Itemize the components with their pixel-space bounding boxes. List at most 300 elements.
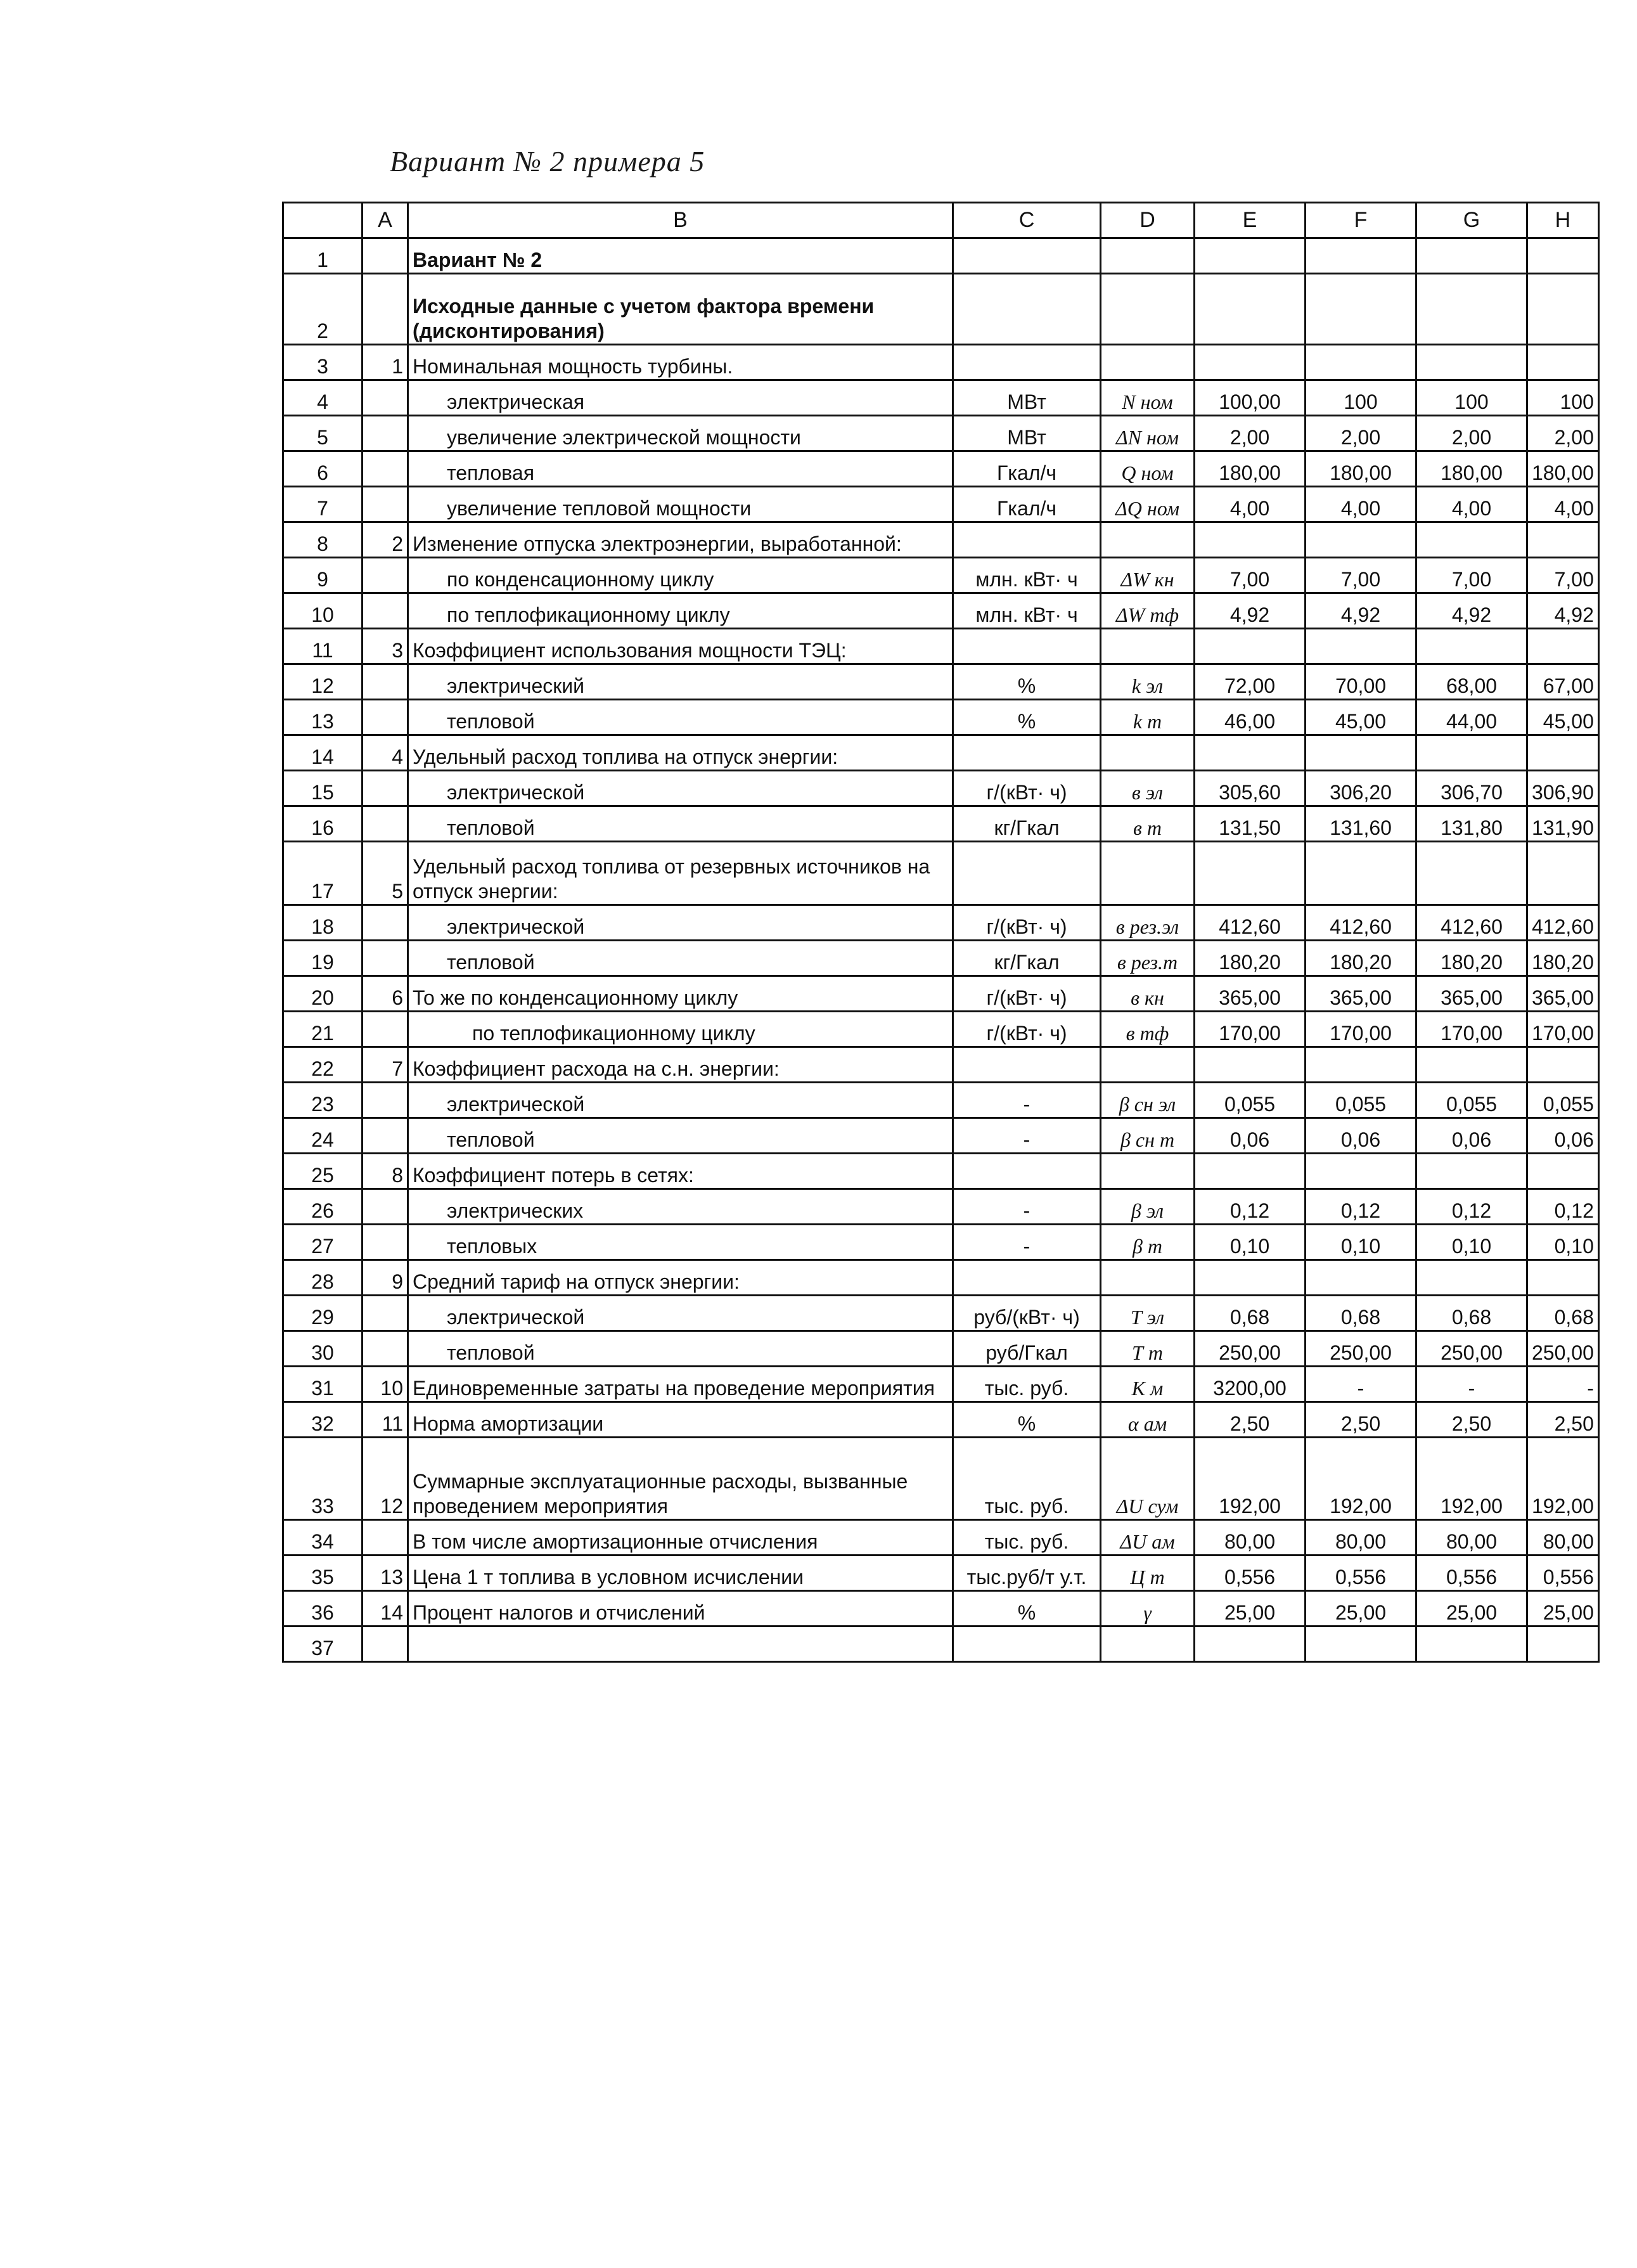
cell-c-unit[interactable]: МВт bbox=[953, 416, 1101, 451]
row-number-cell[interactable]: 15 bbox=[283, 771, 363, 806]
cell-g-value[interactable]: 0,12 bbox=[1416, 1189, 1527, 1225]
cell-d-symbol[interactable]: в т bbox=[1101, 806, 1195, 842]
cell-f-value[interactable]: 25,00 bbox=[1306, 1591, 1416, 1627]
cell-d-symbol[interactable]: β эл bbox=[1101, 1189, 1195, 1225]
cell-g-value[interactable]: - bbox=[1416, 1367, 1527, 1402]
cell-g-value[interactable] bbox=[1416, 629, 1527, 664]
cell-e-value[interactable]: 46,00 bbox=[1195, 700, 1306, 735]
cell-e-value[interactable] bbox=[1195, 1260, 1306, 1296]
cell-h-value[interactable] bbox=[1527, 1047, 1599, 1083]
cell-f-value[interactable]: 0,10 bbox=[1306, 1225, 1416, 1260]
cell-e-value[interactable]: 180,00 bbox=[1195, 451, 1306, 487]
cell-b-description[interactable]: Коэффициент расхода на с.н. энергии: bbox=[408, 1047, 953, 1083]
cell-e-value[interactable]: 0,06 bbox=[1195, 1118, 1306, 1154]
cell-h-value[interactable] bbox=[1527, 629, 1599, 664]
cell-h-value[interactable] bbox=[1527, 274, 1599, 345]
cell-c-unit[interactable] bbox=[953, 1260, 1101, 1296]
cell-g-value[interactable] bbox=[1416, 238, 1527, 274]
cell-c-unit[interactable]: тыс. руб. bbox=[953, 1367, 1101, 1402]
cell-h-value[interactable]: 2,50 bbox=[1527, 1402, 1599, 1438]
cell-c-unit[interactable] bbox=[953, 1627, 1101, 1662]
cell-c-unit[interactable]: - bbox=[953, 1118, 1101, 1154]
cell-b-description[interactable]: Средний тариф на отпуск энергии: bbox=[408, 1260, 953, 1296]
cell-e-value[interactable] bbox=[1195, 345, 1306, 380]
cell-d-symbol[interactable]: γ bbox=[1101, 1591, 1195, 1627]
cell-e-value[interactable]: 0,556 bbox=[1195, 1556, 1306, 1591]
cell-b-description[interactable]: по теплофикационному циклу bbox=[408, 593, 953, 629]
cell-a-item-number[interactable] bbox=[363, 664, 408, 700]
cell-d-symbol[interactable]: Q ном bbox=[1101, 451, 1195, 487]
cell-d-symbol[interactable] bbox=[1101, 1154, 1195, 1189]
cell-f-value[interactable] bbox=[1306, 345, 1416, 380]
cell-f-value[interactable] bbox=[1306, 274, 1416, 345]
row-number-cell[interactable]: 27 bbox=[283, 1225, 363, 1260]
cell-g-value[interactable]: 180,20 bbox=[1416, 941, 1527, 976]
cell-d-symbol[interactable]: β сн т bbox=[1101, 1118, 1195, 1154]
cell-e-value[interactable]: 250,00 bbox=[1195, 1331, 1306, 1367]
cell-c-unit[interactable]: млн. кВт· ч bbox=[953, 558, 1101, 593]
cell-f-value[interactable]: 2,00 bbox=[1306, 416, 1416, 451]
cell-g-value[interactable]: 192,00 bbox=[1416, 1438, 1527, 1520]
cell-a-item-number[interactable] bbox=[363, 1189, 408, 1225]
cell-a-item-number[interactable] bbox=[363, 1331, 408, 1367]
cell-a-item-number[interactable]: 6 bbox=[363, 976, 408, 1012]
cell-d-symbol[interactable] bbox=[1101, 238, 1195, 274]
cell-h-value[interactable]: 180,00 bbox=[1527, 451, 1599, 487]
column-header-f[interactable]: F bbox=[1306, 203, 1416, 238]
cell-d-symbol[interactable] bbox=[1101, 274, 1195, 345]
cell-g-value[interactable] bbox=[1416, 735, 1527, 771]
cell-f-value[interactable] bbox=[1306, 1627, 1416, 1662]
cell-c-unit[interactable]: Гкал/ч bbox=[953, 487, 1101, 522]
cell-f-value[interactable]: 0,06 bbox=[1306, 1118, 1416, 1154]
cell-f-value[interactable]: 4,92 bbox=[1306, 593, 1416, 629]
cell-a-item-number[interactable] bbox=[363, 558, 408, 593]
row-number-cell[interactable]: 36 bbox=[283, 1591, 363, 1627]
cell-a-item-number[interactable]: 14 bbox=[363, 1591, 408, 1627]
cell-b-description[interactable]: Коэффициент потерь в сетях: bbox=[408, 1154, 953, 1189]
cell-a-item-number[interactable]: 13 bbox=[363, 1556, 408, 1591]
corner-cell[interactable] bbox=[283, 203, 363, 238]
cell-h-value[interactable]: 0,055 bbox=[1527, 1083, 1599, 1118]
cell-a-item-number[interactable]: 2 bbox=[363, 522, 408, 558]
cell-a-item-number[interactable] bbox=[363, 1296, 408, 1331]
cell-f-value[interactable]: 0,12 bbox=[1306, 1189, 1416, 1225]
cell-g-value[interactable] bbox=[1416, 842, 1527, 905]
cell-f-value[interactable]: 412,60 bbox=[1306, 905, 1416, 941]
cell-d-symbol[interactable] bbox=[1101, 522, 1195, 558]
cell-f-value[interactable]: 0,055 bbox=[1306, 1083, 1416, 1118]
cell-b-description[interactable]: Процент налогов и отчислений bbox=[408, 1591, 953, 1627]
column-header-d[interactable]: D bbox=[1101, 203, 1195, 238]
cell-e-value[interactable]: 72,00 bbox=[1195, 664, 1306, 700]
cell-h-value[interactable] bbox=[1527, 1627, 1599, 1662]
row-number-cell[interactable]: 23 bbox=[283, 1083, 363, 1118]
cell-h-value[interactable]: 250,00 bbox=[1527, 1331, 1599, 1367]
cell-d-symbol[interactable]: ΔU сум bbox=[1101, 1438, 1195, 1520]
cell-h-value[interactable]: 7,00 bbox=[1527, 558, 1599, 593]
cell-a-item-number[interactable] bbox=[363, 380, 408, 416]
cell-d-symbol[interactable]: К м bbox=[1101, 1367, 1195, 1402]
row-number-cell[interactable]: 3 bbox=[283, 345, 363, 380]
cell-b-description[interactable]: электрической bbox=[408, 1296, 953, 1331]
cell-a-item-number[interactable] bbox=[363, 1627, 408, 1662]
cell-a-item-number[interactable] bbox=[363, 1520, 408, 1556]
cell-a-item-number[interactable] bbox=[363, 593, 408, 629]
row-number-cell[interactable]: 9 bbox=[283, 558, 363, 593]
cell-a-item-number[interactable]: 10 bbox=[363, 1367, 408, 1402]
cell-b-description[interactable]: Удельный расход топлива от резервных источников на отпуск энергии: bbox=[408, 842, 953, 905]
cell-g-value[interactable]: 0,06 bbox=[1416, 1118, 1527, 1154]
cell-e-value[interactable]: 0,10 bbox=[1195, 1225, 1306, 1260]
cell-e-value[interactable]: 2,00 bbox=[1195, 416, 1306, 451]
cell-h-value[interactable]: 0,06 bbox=[1527, 1118, 1599, 1154]
cell-e-value[interactable]: 3200,00 bbox=[1195, 1367, 1306, 1402]
cell-g-value[interactable]: 2,50 bbox=[1416, 1402, 1527, 1438]
row-number-cell[interactable]: 21 bbox=[283, 1012, 363, 1047]
cell-a-item-number[interactable] bbox=[363, 238, 408, 274]
cell-g-value[interactable] bbox=[1416, 1260, 1527, 1296]
cell-g-value[interactable]: 365,00 bbox=[1416, 976, 1527, 1012]
cell-b-description[interactable]: Удельный расход топлива на отпуск энергии: bbox=[408, 735, 953, 771]
row-number-cell[interactable]: 5 bbox=[283, 416, 363, 451]
column-header-b[interactable]: B bbox=[408, 203, 953, 238]
cell-e-value[interactable]: 2,50 bbox=[1195, 1402, 1306, 1438]
cell-f-value[interactable] bbox=[1306, 238, 1416, 274]
row-number-cell[interactable]: 8 bbox=[283, 522, 363, 558]
cell-c-unit[interactable]: руб/(кВт· ч) bbox=[953, 1296, 1101, 1331]
cell-b-description[interactable]: В том числе амортизационные отчисления bbox=[408, 1520, 953, 1556]
cell-c-unit[interactable]: руб/Гкал bbox=[953, 1331, 1101, 1367]
cell-d-symbol[interactable]: N ном bbox=[1101, 380, 1195, 416]
cell-f-value[interactable] bbox=[1306, 1154, 1416, 1189]
cell-e-value[interactable]: 80,00 bbox=[1195, 1520, 1306, 1556]
cell-f-value[interactable]: 45,00 bbox=[1306, 700, 1416, 735]
cell-e-value[interactable] bbox=[1195, 735, 1306, 771]
row-number-cell[interactable]: 24 bbox=[283, 1118, 363, 1154]
cell-b-description[interactable]: Вариант № 2 bbox=[408, 238, 953, 274]
cell-e-value[interactable] bbox=[1195, 238, 1306, 274]
cell-f-value[interactable]: 180,00 bbox=[1306, 451, 1416, 487]
cell-h-value[interactable]: 131,90 bbox=[1527, 806, 1599, 842]
row-number-cell[interactable]: 17 bbox=[283, 842, 363, 905]
column-header-e[interactable]: E bbox=[1195, 203, 1306, 238]
cell-g-value[interactable]: 250,00 bbox=[1416, 1331, 1527, 1367]
cell-b-description[interactable]: электрической bbox=[408, 1083, 953, 1118]
cell-h-value[interactable]: - bbox=[1527, 1367, 1599, 1402]
cell-h-value[interactable]: 45,00 bbox=[1527, 700, 1599, 735]
cell-h-value[interactable]: 100 bbox=[1527, 380, 1599, 416]
cell-d-symbol[interactable] bbox=[1101, 1260, 1195, 1296]
cell-e-value[interactable]: 25,00 bbox=[1195, 1591, 1306, 1627]
cell-a-item-number[interactable] bbox=[363, 1225, 408, 1260]
cell-b-description[interactable]: Изменение отпуска электроэнергии, выработанной: bbox=[408, 522, 953, 558]
cell-f-value[interactable]: 250,00 bbox=[1306, 1331, 1416, 1367]
cell-d-symbol[interactable]: ΔN ном bbox=[1101, 416, 1195, 451]
cell-d-symbol[interactable]: k т bbox=[1101, 700, 1195, 735]
cell-h-value[interactable] bbox=[1527, 1154, 1599, 1189]
cell-d-symbol[interactable]: в кн bbox=[1101, 976, 1195, 1012]
cell-h-value[interactable]: 306,90 bbox=[1527, 771, 1599, 806]
cell-d-symbol[interactable]: β т bbox=[1101, 1225, 1195, 1260]
row-number-cell[interactable]: 13 bbox=[283, 700, 363, 735]
cell-c-unit[interactable]: % bbox=[953, 1402, 1101, 1438]
cell-c-unit[interactable]: кг/Гкал bbox=[953, 941, 1101, 976]
cell-d-symbol[interactable]: k эл bbox=[1101, 664, 1195, 700]
cell-h-value[interactable] bbox=[1527, 522, 1599, 558]
cell-c-unit[interactable] bbox=[953, 274, 1101, 345]
cell-b-description[interactable]: тепловой bbox=[408, 700, 953, 735]
cell-h-value[interactable] bbox=[1527, 238, 1599, 274]
cell-c-unit[interactable]: кг/Гкал bbox=[953, 806, 1101, 842]
cell-a-item-number[interactable]: 11 bbox=[363, 1402, 408, 1438]
cell-e-value[interactable]: 4,92 bbox=[1195, 593, 1306, 629]
cell-b-description[interactable]: увеличение тепловой мощности bbox=[408, 487, 953, 522]
cell-e-value[interactable] bbox=[1195, 1154, 1306, 1189]
cell-c-unit[interactable]: - bbox=[953, 1225, 1101, 1260]
cell-f-value[interactable]: 2,50 bbox=[1306, 1402, 1416, 1438]
cell-a-item-number[interactable] bbox=[363, 905, 408, 941]
cell-a-item-number[interactable]: 3 bbox=[363, 629, 408, 664]
row-number-cell[interactable]: 29 bbox=[283, 1296, 363, 1331]
row-number-cell[interactable]: 28 bbox=[283, 1260, 363, 1296]
cell-e-value[interactable]: 7,00 bbox=[1195, 558, 1306, 593]
cell-b-description[interactable]: Цена 1 т топлива в условном исчислении bbox=[408, 1556, 953, 1591]
cell-d-symbol[interactable]: в рез.т bbox=[1101, 941, 1195, 976]
cell-a-item-number[interactable] bbox=[363, 771, 408, 806]
cell-a-item-number[interactable]: 8 bbox=[363, 1154, 408, 1189]
cell-b-description[interactable] bbox=[408, 1627, 953, 1662]
cell-f-value[interactable] bbox=[1306, 735, 1416, 771]
cell-a-item-number[interactable] bbox=[363, 700, 408, 735]
cell-a-item-number[interactable] bbox=[363, 1118, 408, 1154]
cell-f-value[interactable] bbox=[1306, 1260, 1416, 1296]
cell-c-unit[interactable]: - bbox=[953, 1083, 1101, 1118]
cell-h-value[interactable]: 2,00 bbox=[1527, 416, 1599, 451]
cell-c-unit[interactable] bbox=[953, 345, 1101, 380]
cell-h-value[interactable]: 192,00 bbox=[1527, 1438, 1599, 1520]
cell-h-value[interactable] bbox=[1527, 1260, 1599, 1296]
cell-h-value[interactable]: 180,20 bbox=[1527, 941, 1599, 976]
row-number-cell[interactable]: 30 bbox=[283, 1331, 363, 1367]
row-number-cell[interactable]: 4 bbox=[283, 380, 363, 416]
cell-g-value[interactable]: 170,00 bbox=[1416, 1012, 1527, 1047]
cell-c-unit[interactable] bbox=[953, 522, 1101, 558]
cell-b-description[interactable]: тепловой bbox=[408, 1118, 953, 1154]
cell-a-item-number[interactable] bbox=[363, 416, 408, 451]
cell-c-unit[interactable] bbox=[953, 842, 1101, 905]
cell-g-value[interactable] bbox=[1416, 522, 1527, 558]
cell-a-item-number[interactable] bbox=[363, 941, 408, 976]
cell-d-symbol[interactable]: в эл bbox=[1101, 771, 1195, 806]
cell-f-value[interactable]: 170,00 bbox=[1306, 1012, 1416, 1047]
cell-g-value[interactable] bbox=[1416, 1627, 1527, 1662]
cell-e-value[interactable]: 0,055 bbox=[1195, 1083, 1306, 1118]
cell-b-description[interactable]: тепловой bbox=[408, 1331, 953, 1367]
cell-b-description[interactable]: по теплофикационному циклу bbox=[408, 1012, 953, 1047]
row-number-cell[interactable]: 18 bbox=[283, 905, 363, 941]
cell-b-description[interactable]: Суммарные эксплуатационные расходы, вызванные проведением мероприятия bbox=[408, 1438, 953, 1520]
cell-h-value[interactable]: 170,00 bbox=[1527, 1012, 1599, 1047]
cell-e-value[interactable]: 131,50 bbox=[1195, 806, 1306, 842]
cell-e-value[interactable]: 305,60 bbox=[1195, 771, 1306, 806]
cell-h-value[interactable]: 80,00 bbox=[1527, 1520, 1599, 1556]
cell-h-value[interactable]: 0,556 bbox=[1527, 1556, 1599, 1591]
cell-b-description[interactable]: электрической bbox=[408, 771, 953, 806]
cell-d-symbol[interactable] bbox=[1101, 1627, 1195, 1662]
cell-a-item-number[interactable]: 12 bbox=[363, 1438, 408, 1520]
cell-e-value[interactable]: 0,68 bbox=[1195, 1296, 1306, 1331]
row-number-cell[interactable]: 7 bbox=[283, 487, 363, 522]
cell-c-unit[interactable]: тыс.руб/т у.т. bbox=[953, 1556, 1101, 1591]
cell-f-value[interactable] bbox=[1306, 522, 1416, 558]
cell-f-value[interactable]: 192,00 bbox=[1306, 1438, 1416, 1520]
cell-f-value[interactable]: 4,00 bbox=[1306, 487, 1416, 522]
cell-a-item-number[interactable]: 5 bbox=[363, 842, 408, 905]
cell-b-description[interactable]: Единовременные затраты на проведение мероприятия bbox=[408, 1367, 953, 1402]
row-number-cell[interactable]: 20 bbox=[283, 976, 363, 1012]
cell-e-value[interactable]: 170,00 bbox=[1195, 1012, 1306, 1047]
cell-e-value[interactable] bbox=[1195, 522, 1306, 558]
row-number-cell[interactable]: 26 bbox=[283, 1189, 363, 1225]
column-header-c[interactable]: C bbox=[953, 203, 1101, 238]
cell-b-description[interactable]: по конденсационному циклу bbox=[408, 558, 953, 593]
cell-h-value[interactable]: 0,10 bbox=[1527, 1225, 1599, 1260]
row-number-cell[interactable]: 1 bbox=[283, 238, 363, 274]
row-number-cell[interactable]: 10 bbox=[283, 593, 363, 629]
cell-e-value[interactable] bbox=[1195, 1627, 1306, 1662]
row-number-cell[interactable]: 25 bbox=[283, 1154, 363, 1189]
row-number-cell[interactable]: 37 bbox=[283, 1627, 363, 1662]
cell-f-value[interactable]: 70,00 bbox=[1306, 664, 1416, 700]
cell-h-value[interactable] bbox=[1527, 842, 1599, 905]
cell-b-description[interactable]: электрических bbox=[408, 1189, 953, 1225]
cell-d-symbol[interactable]: Ц т bbox=[1101, 1556, 1195, 1591]
cell-e-value[interactable]: 0,12 bbox=[1195, 1189, 1306, 1225]
cell-c-unit[interactable] bbox=[953, 735, 1101, 771]
cell-a-item-number[interactable]: 1 bbox=[363, 345, 408, 380]
cell-f-value[interactable]: 80,00 bbox=[1306, 1520, 1416, 1556]
column-header-a[interactable]: A bbox=[363, 203, 408, 238]
cell-b-description[interactable]: электрической bbox=[408, 905, 953, 941]
cell-d-symbol[interactable] bbox=[1101, 842, 1195, 905]
cell-e-value[interactable] bbox=[1195, 274, 1306, 345]
cell-g-value[interactable]: 0,055 bbox=[1416, 1083, 1527, 1118]
cell-f-value[interactable] bbox=[1306, 1047, 1416, 1083]
cell-c-unit[interactable] bbox=[953, 629, 1101, 664]
cell-g-value[interactable] bbox=[1416, 345, 1527, 380]
cell-h-value[interactable]: 412,60 bbox=[1527, 905, 1599, 941]
cell-g-value[interactable]: 68,00 bbox=[1416, 664, 1527, 700]
cell-c-unit[interactable]: г/(кВт· ч) bbox=[953, 771, 1101, 806]
cell-c-unit[interactable]: Гкал/ч bbox=[953, 451, 1101, 487]
cell-f-value[interactable]: 0,68 bbox=[1306, 1296, 1416, 1331]
cell-f-value[interactable]: 0,556 bbox=[1306, 1556, 1416, 1591]
row-number-cell[interactable]: 34 bbox=[283, 1520, 363, 1556]
cell-b-description[interactable]: То же по конденсационному циклу bbox=[408, 976, 953, 1012]
cell-d-symbol[interactable]: ΔW тф bbox=[1101, 593, 1195, 629]
column-header-g[interactable]: G bbox=[1416, 203, 1527, 238]
cell-a-item-number[interactable] bbox=[363, 1012, 408, 1047]
cell-h-value[interactable]: 25,00 bbox=[1527, 1591, 1599, 1627]
cell-h-value[interactable]: 4,00 bbox=[1527, 487, 1599, 522]
cell-g-value[interactable]: 7,00 bbox=[1416, 558, 1527, 593]
cell-f-value[interactable]: 306,20 bbox=[1306, 771, 1416, 806]
cell-h-value[interactable] bbox=[1527, 735, 1599, 771]
cell-g-value[interactable] bbox=[1416, 274, 1527, 345]
row-number-cell[interactable]: 12 bbox=[283, 664, 363, 700]
cell-h-value[interactable]: 0,68 bbox=[1527, 1296, 1599, 1331]
cell-d-symbol[interactable]: в рез.эл bbox=[1101, 905, 1195, 941]
cell-b-description[interactable]: Коэффициент использования мощности ТЭЦ: bbox=[408, 629, 953, 664]
cell-h-value[interactable]: 0,12 bbox=[1527, 1189, 1599, 1225]
cell-g-value[interactable]: 0,68 bbox=[1416, 1296, 1527, 1331]
cell-a-item-number[interactable] bbox=[363, 451, 408, 487]
cell-c-unit[interactable]: % bbox=[953, 664, 1101, 700]
cell-g-value[interactable]: 44,00 bbox=[1416, 700, 1527, 735]
cell-e-value[interactable]: 4,00 bbox=[1195, 487, 1306, 522]
cell-g-value[interactable]: 412,60 bbox=[1416, 905, 1527, 941]
cell-c-unit[interactable]: г/(кВт· ч) bbox=[953, 905, 1101, 941]
cell-c-unit[interactable]: тыс. руб. bbox=[953, 1438, 1101, 1520]
cell-c-unit[interactable]: - bbox=[953, 1189, 1101, 1225]
cell-b-description[interactable]: электрический bbox=[408, 664, 953, 700]
cell-d-symbol[interactable] bbox=[1101, 735, 1195, 771]
cell-h-value[interactable] bbox=[1527, 345, 1599, 380]
cell-d-symbol[interactable] bbox=[1101, 1047, 1195, 1083]
cell-c-unit[interactable]: г/(кВт· ч) bbox=[953, 1012, 1101, 1047]
cell-c-unit[interactable]: тыс. руб. bbox=[953, 1520, 1101, 1556]
cell-g-value[interactable]: 4,92 bbox=[1416, 593, 1527, 629]
row-number-cell[interactable]: 19 bbox=[283, 941, 363, 976]
cell-d-symbol[interactable] bbox=[1101, 345, 1195, 380]
cell-a-item-number[interactable] bbox=[363, 806, 408, 842]
cell-g-value[interactable]: 25,00 bbox=[1416, 1591, 1527, 1627]
row-number-cell[interactable]: 2 bbox=[283, 274, 363, 345]
cell-e-value[interactable]: 192,00 bbox=[1195, 1438, 1306, 1520]
cell-e-value[interactable]: 412,60 bbox=[1195, 905, 1306, 941]
cell-d-symbol[interactable]: в тф bbox=[1101, 1012, 1195, 1047]
cell-f-value[interactable]: 131,60 bbox=[1306, 806, 1416, 842]
cell-c-unit[interactable] bbox=[953, 1154, 1101, 1189]
cell-a-item-number[interactable] bbox=[363, 274, 408, 345]
cell-b-description[interactable]: Исходные данные с учетом фактора времени (дисконтирования) bbox=[408, 274, 953, 345]
row-number-cell[interactable]: 11 bbox=[283, 629, 363, 664]
cell-b-description[interactable]: увеличение электрической мощности bbox=[408, 416, 953, 451]
cell-g-value[interactable]: 100 bbox=[1416, 380, 1527, 416]
row-number-cell[interactable]: 22 bbox=[283, 1047, 363, 1083]
cell-d-symbol[interactable]: β сн эл bbox=[1101, 1083, 1195, 1118]
cell-g-value[interactable] bbox=[1416, 1047, 1527, 1083]
cell-d-symbol[interactable]: ΔQ ном bbox=[1101, 487, 1195, 522]
cell-g-value[interactable]: 2,00 bbox=[1416, 416, 1527, 451]
row-number-cell[interactable]: 33 bbox=[283, 1438, 363, 1520]
cell-a-item-number[interactable] bbox=[363, 487, 408, 522]
cell-b-description[interactable]: тепловая bbox=[408, 451, 953, 487]
column-header-h[interactable]: H bbox=[1527, 203, 1599, 238]
cell-d-symbol[interactable]: Т т bbox=[1101, 1331, 1195, 1367]
cell-e-value[interactable] bbox=[1195, 629, 1306, 664]
cell-h-value[interactable]: 4,92 bbox=[1527, 593, 1599, 629]
cell-a-item-number[interactable]: 4 bbox=[363, 735, 408, 771]
row-number-cell[interactable]: 14 bbox=[283, 735, 363, 771]
cell-b-description[interactable]: тепловой bbox=[408, 941, 953, 976]
cell-g-value[interactable]: 0,10 bbox=[1416, 1225, 1527, 1260]
cell-c-unit[interactable]: г/(кВт· ч) bbox=[953, 976, 1101, 1012]
cell-h-value[interactable]: 365,00 bbox=[1527, 976, 1599, 1012]
cell-d-symbol[interactable]: ΔW кн bbox=[1101, 558, 1195, 593]
cell-c-unit[interactable] bbox=[953, 238, 1101, 274]
